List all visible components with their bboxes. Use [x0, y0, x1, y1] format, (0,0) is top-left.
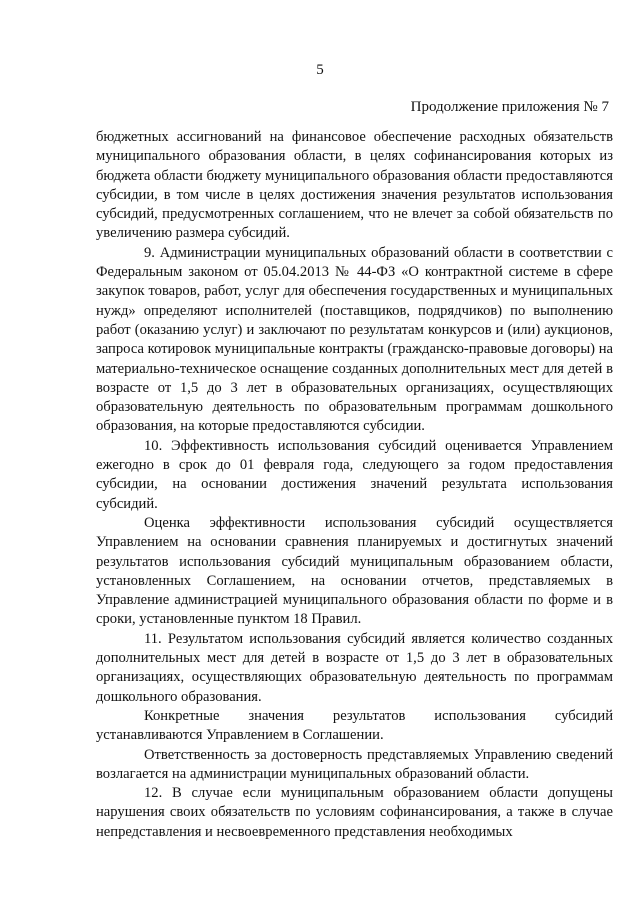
appendix-header: Продолжение приложения № 7	[410, 99, 609, 115]
paragraph-evaluation: Оценка эффективности использования субсидий осуществляется Управлением на основании сравнения планируемых и достигнутых значений результатов использования субсидий муниципальным образованием области, установленных Соглашением, на основании отчетов, представляемых в Управление администрацией муниципального образования области по форме и в сроки, установленные пунктом 18 Правил.	[96, 514, 613, 628]
paragraph-item-12: 12. В случае если муниципальным образованием области допущены нарушения своих обязательств по условиям софинансирования, а также в случае непредставления и несвоевременного представления необходимых	[96, 785, 613, 840]
page-number: 5	[316, 62, 324, 78]
paragraph-specific-values: Конкретные значения результатов использования субсидий устанавливаются Управлением в Соглашении.	[96, 707, 613, 744]
document-body	[96, 128, 613, 842]
paragraph-item-11: 11. Результатом использования субсидий является количество созданных дополнительных мест для детей в возрасте от 1,5 до 3 лет в образовательных организациях, осуществляющих образовательную деятельность по программам дошкольного образования.	[96, 630, 613, 705]
paragraph-continuation: бюджетных ассигнований на финансовое обеспечение расходных обязательств муниципального образования области, в целях софинансирования которых из бюджета области бюджету муниципального образования области предоставляются субсидии, в том числе в целях достижения значения результатов использования субсидий, предусмотренных соглашением, что не влечет за собой обязательств по увеличению размера субсидий.	[96, 129, 614, 242]
paragraph-responsibility: Ответственность за достоверность представляемых Управлению сведений возлагается на администрации муниципальных образований области.	[96, 746, 613, 782]
paragraph-item-9: 9. Администрации муниципальных образований области в соответствии с Федеральным законом от 05.04.2013 № 44-ФЗ «О контрактной системе в сфере закупок товаров, работ, услуг для обеспечения государственных и муниципальных нужд» определяют исполнителей (поставщиков, подрядчиков) по выполнению работ (оказанию услуг) и заключают по результатам конкурсов и (или) аукционов, запроса котировок муниципальные контракты (гражданско-правовые договоры) на материально-техническое оснащение созданных дополнительных мест для детей в возрасте от 1,5 до 3 лет в образовательных организациях, осуществляющих образовательную деятельность по образовательным программам дошкольного образования, на которые предоставляются субсидии.	[96, 244, 613, 435]
paragraph-item-10: 10. Эффективность использования субсидий оценивается Управлением ежегодно в срок до 01 февраля года, следующего за годом предоставления субсидии, на основании достижения значений результата использования субсидий.	[96, 437, 613, 512]
